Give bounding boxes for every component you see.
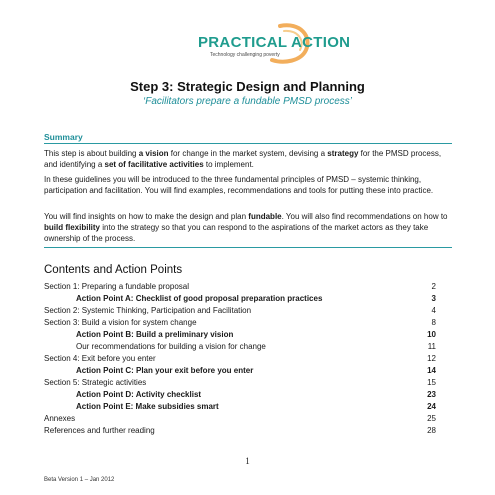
- toc-entry[interactable]: Our recommendations for building a vision for change 11: [76, 342, 436, 351]
- logo-tagline: Technology challenging poverty: [210, 52, 280, 58]
- page-subtitle: ‘Facilitators prepare a fundable PMSD process’: [143, 96, 352, 107]
- summary-paragraph-2: In these guidelines you will be introduced to the three fundamental principles of PMSD – systemic thinking, participation and facilitation. You will find examples, recommendations and tools for putting these into practice.: [44, 175, 434, 195]
- toc-entry[interactable]: Section 1: Preparing a fundable proposal 2: [44, 282, 436, 291]
- practical-action-logo: [188, 22, 351, 66]
- toc-entry[interactable]: Action Point D: Activity checklist 23: [76, 390, 436, 399]
- toc-entry[interactable]: Section 2: Systemic Thinking, Participation and Facilitation 4: [44, 306, 436, 315]
- toc-entry[interactable]: Annexes 25: [44, 414, 436, 423]
- page-title: Step 3: Strategic Design and Planning: [130, 79, 365, 94]
- summary-paragraph-3: You will find insights on how to make the design and plan fundable. You will also find recommendations on how to build flexibility into the strategy so that you can respond to the aspirations of the market actors as they take ownership of the process.: [44, 212, 448, 243]
- toc-entry[interactable]: Action Point A: Checklist of good proposal preparation practices 3: [76, 294, 436, 303]
- toc-entry[interactable]: Action Point E: Make subsidies smart 24: [76, 402, 436, 411]
- version-footer: Beta Version 1 – Jan 2012: [44, 477, 115, 483]
- contents-heading: Contents and Action Points: [44, 264, 183, 276]
- toc-entry[interactable]: Section 5: Strategic activities 15: [44, 378, 436, 387]
- logo-wordmark: PRACTICAL ACTION: [198, 34, 351, 51]
- toc-entry[interactable]: Action Point C: Plan your exit before you enter 14: [76, 366, 436, 375]
- toc-entry[interactable]: Action Point B: Build a preliminary vision 10: [76, 330, 436, 339]
- toc-entry[interactable]: References and further reading 28: [44, 426, 436, 435]
- toc-entry[interactable]: Section 4: Exit before you enter 12: [44, 354, 436, 363]
- summary-heading: Summary: [44, 132, 83, 142]
- summary-paragraph-1: This step is about building a vision for change in the market system, devising a strategy for the PMSD process, and identifying a set of facilitative activities to implement.: [44, 149, 442, 169]
- summary-rule: [44, 143, 452, 144]
- toc-entry[interactable]: Section 3: Build a vision for system change 8: [44, 318, 436, 327]
- page-number: 1: [245, 456, 250, 466]
- summary-bottom-rule: [44, 247, 452, 248]
